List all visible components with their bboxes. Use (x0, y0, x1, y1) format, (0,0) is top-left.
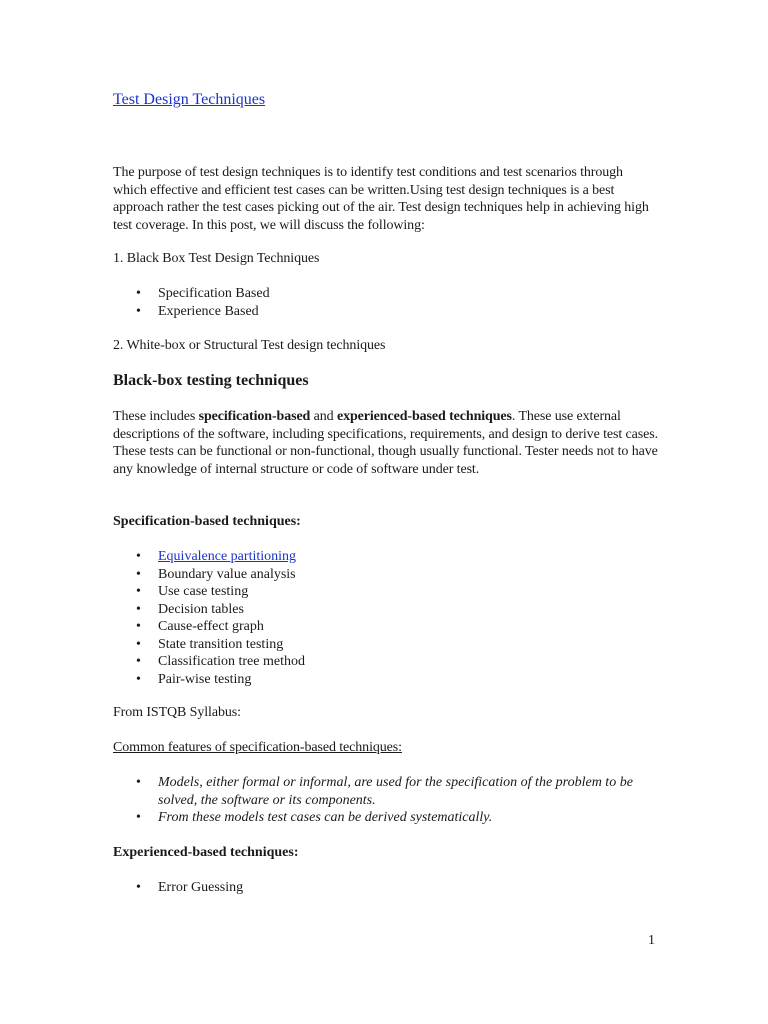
list-item (113, 285, 658, 303)
intro-paragraph: The purpose of test design techniques is to identify test conditions and test scenarios through which effective and efficient test cases can be written.Using test design techniques is a best approach rather the test cases picking out of the air. Test design techniques help in achieving high test coverage. In this post, we will discuss the following: (113, 165, 649, 233)
blackbox-para-bold-spec: specification-based (198, 409, 311, 424)
bullet-icon: • (136, 601, 141, 617)
item2-text: 2. White-box or Structural Test design techniques (113, 338, 386, 353)
list-item-label: Error Guessing (158, 880, 244, 895)
bullet-icon: • (136, 286, 141, 301)
list-item-label: From these models test cases can be derived systematically. (158, 810, 493, 825)
list-item (113, 809, 658, 827)
list-item (113, 566, 658, 584)
list-item-label: Models, either formal or informal, are used for the specification of the problem to be solved, the software or its components. (158, 775, 633, 808)
exp-heading-block (113, 844, 658, 862)
item1-block (113, 250, 658, 268)
spec-heading-block (113, 513, 658, 531)
bullet-icon: • (136, 671, 141, 687)
blackbox-para-mid: and (310, 409, 337, 424)
bullet-icon: • (136, 303, 141, 319)
list-item-label: Classification tree method (158, 654, 305, 669)
common-list-block (113, 774, 658, 827)
list-item-label: Cause-effect graph (158, 619, 264, 634)
item1-text: 1. Black Box Test Design Techniques (113, 251, 320, 266)
common-features-heading: Common features of specification-based techniques: (113, 740, 402, 755)
common-bullet-list (113, 774, 658, 827)
exp-list-block (113, 879, 658, 897)
list-item (113, 618, 658, 636)
equivalence-partitioning-link[interactable]: Equivalence partitioning (158, 549, 297, 564)
blackbox-para-pre: These includes (113, 409, 199, 424)
list-item-label: Specification Based (158, 286, 270, 301)
list-item-label: State transition testing (158, 636, 284, 652)
bullet-icon: • (136, 654, 141, 669)
bullet-icon: • (136, 810, 141, 825)
blackbox-para-post: . These use external descriptions of the software, including specifications, requirements, and design to derive test cases. These tests can be functional or non-functional, though usually functional. Tester needs not to have any knowledge of internal structure or code of software under test. (113, 409, 658, 477)
item2-block (113, 337, 658, 355)
bullet-icon: • (136, 619, 141, 634)
list-item-label: Pair-wise testing (158, 671, 252, 687)
bullet-icon: • (136, 636, 141, 652)
intro-paragraph-block (113, 164, 658, 234)
exp-bullet-list (113, 879, 658, 897)
istqb-text: From ISTQB Syllabus: (113, 705, 241, 720)
item1-bullets-block (113, 285, 658, 320)
list-item (113, 671, 658, 689)
spec-heading: Specification-based techniques: (113, 514, 301, 529)
blackbox-paragraph-block (113, 408, 658, 478)
list-item-label: Use case testing (158, 584, 249, 599)
spec-bullet-list (113, 548, 658, 688)
document-title-link[interactable]: Test Design Techniques (113, 91, 266, 108)
list-item (113, 303, 658, 321)
exp-heading: Experienced-based techniques: (113, 845, 299, 860)
bullet-icon: • (136, 549, 141, 564)
bullet-icon: • (136, 880, 141, 895)
list-item (113, 636, 658, 654)
list-item (113, 879, 658, 897)
bullet-icon: • (136, 584, 141, 599)
item1-bullet-list (113, 285, 658, 320)
list-item-label: Experience Based (158, 303, 259, 319)
list-item[interactable] (113, 548, 658, 566)
list-item (113, 774, 658, 809)
page-number: 1 (648, 933, 655, 948)
istqb-block (113, 704, 658, 722)
blackbox-paragraph (113, 408, 658, 478)
blackbox-para-bold-exp: experienced-based techniques (336, 409, 512, 424)
list-item-label: Decision tables (158, 601, 244, 617)
bullet-icon: • (136, 775, 141, 790)
document-page (113, 0, 658, 1024)
list-item (113, 653, 658, 671)
blackbox-heading-block (113, 372, 658, 390)
list-item (113, 583, 658, 601)
bullet-icon: • (136, 566, 141, 582)
spec-list-block (113, 548, 658, 688)
common-heading-block (113, 739, 658, 757)
blackbox-heading: Black-box testing techniques (113, 372, 309, 389)
list-item-label: Boundary value analysis (158, 566, 296, 582)
list-item (113, 601, 658, 619)
